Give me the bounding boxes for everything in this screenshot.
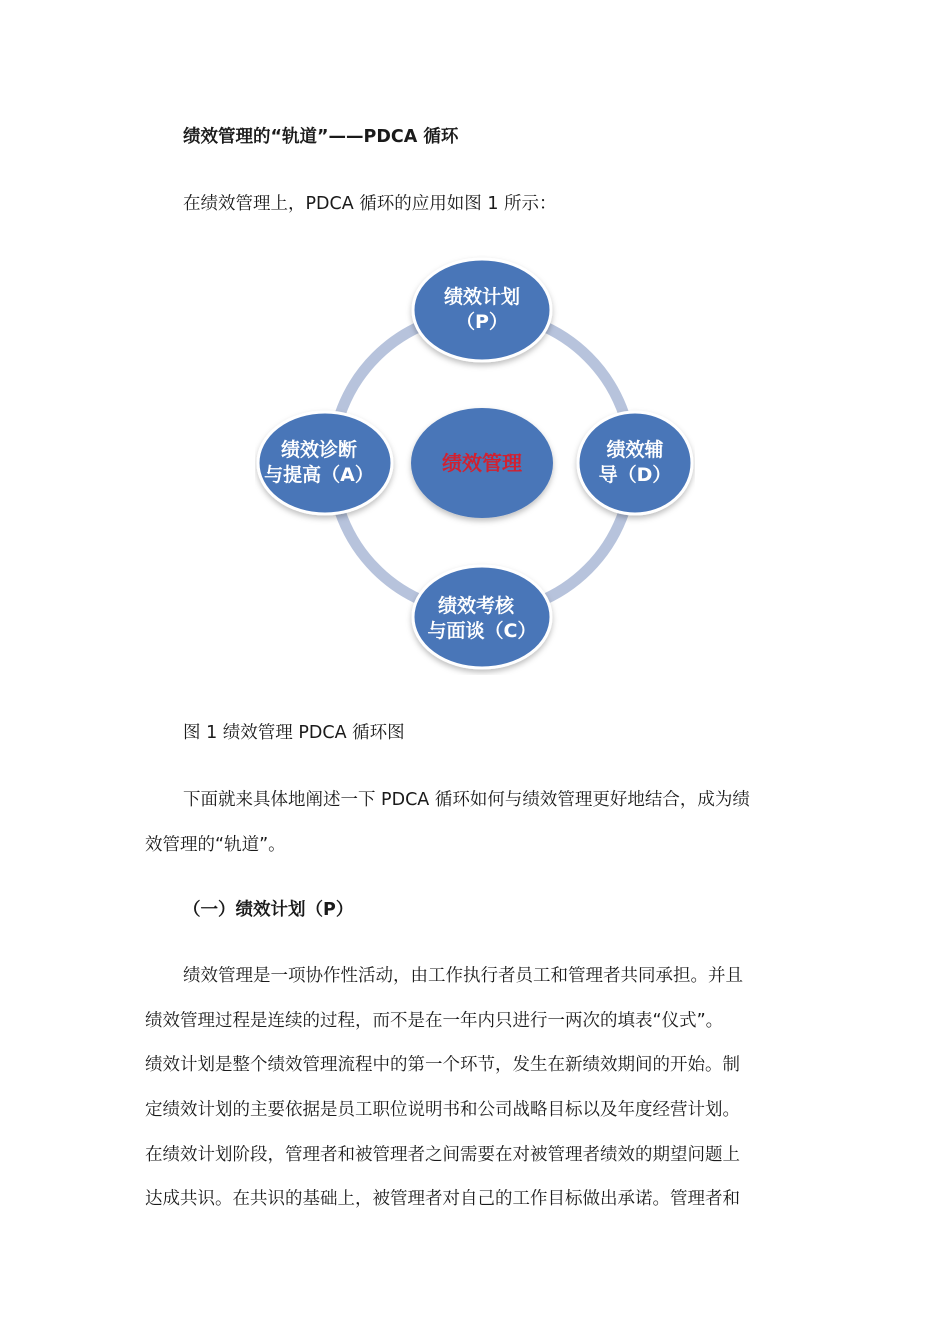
node-do-line2: 导（D） (598, 464, 672, 486)
center-label: 绩效管理 (442, 451, 522, 475)
node-act-line1: 绩效诊断 (280, 439, 358, 461)
figure-caption: 图 1 绩效管理 PDCA 循环图 (183, 723, 405, 743)
node-check-line1: 绩效考核 (437, 595, 515, 617)
node-check (413, 566, 551, 668)
paragraph-line: 在绩效计划阶段，管理者和被管理者之间需要在对被管理者绩效的期望问题上 (145, 1145, 740, 1165)
node-plan-line1: 绩效计划 (443, 286, 521, 308)
node-do (578, 412, 692, 514)
node-do-line1: 绩效辅 (606, 439, 664, 461)
paragraph-line: 达成共识。在共识的基础上，被管理者对自己的工作目标做出承诺。管理者和 (145, 1189, 740, 1209)
paragraph-line: 绩效管理过程是连续的过程，而不是在一年内只进行一两次的填表“仪式”。 (145, 1011, 724, 1031)
node-act (258, 412, 392, 514)
pdca-cycle-diagram (255, 255, 695, 675)
section-title: 绩效管理的“轨道”——PDCA 循环 (183, 127, 459, 147)
intro-paragraph: 在绩效管理上，PDCA 循环的应用如图 1 所示： (183, 194, 557, 214)
paragraph-line: 绩效计划是整个绩效管理流程中的第一个环节，发生在新绩效期间的开始。制 (145, 1055, 740, 1075)
paragraph-line: 下面就来具体地阐述一下 PDCA 循环如何与绩效管理更好地结合，成为绩 (183, 790, 750, 810)
node-act-line2: 与提高（A） (264, 464, 374, 486)
paragraph-line: 定绩效计划的主要依据是员工职位说明书和公司战略目标以及年度经营计划。 (145, 1100, 740, 1120)
paragraph-line: 绩效管理是一项协作性活动，由工作执行者员工和管理者共同承担。并且 (183, 966, 743, 986)
node-plan (413, 259, 551, 361)
node-plan-line2: （P） (456, 311, 508, 333)
paragraph-line: 效管理的“轨道”。 (145, 835, 286, 855)
node-check-line2: 与面谈（C） (427, 620, 537, 642)
node-center (411, 408, 553, 518)
heading-plan: （一）绩效计划（P） (183, 900, 354, 920)
